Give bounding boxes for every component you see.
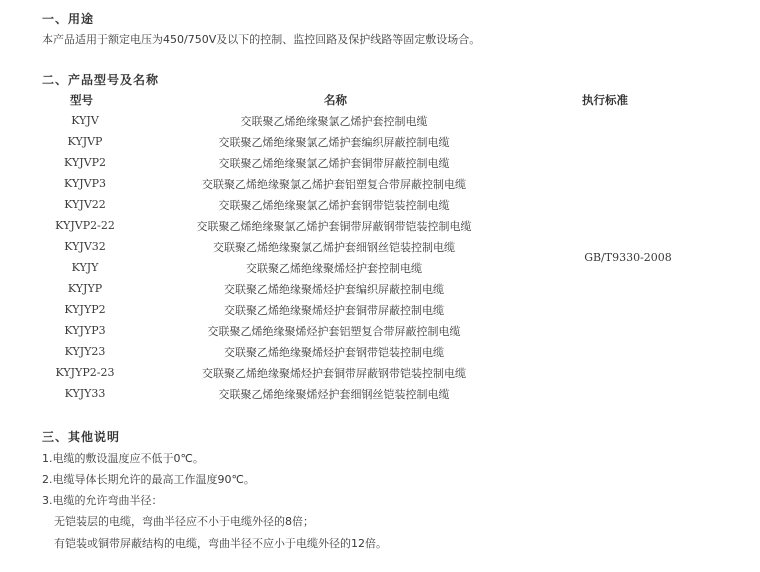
note-sub-item-2: 有铠装或铜带屏蔽结构的电缆，弯曲半径不应小于电缆外径的12倍。 [54,537,387,550]
model-name: 交联聚乙烯绝缘聚氯乙烯护套钢带铠装控制电缆 [218,198,450,212]
usage-text: 本产品适用于额定电压为450/750V及以下的控制、监控回路及保护线路等固定敷设场合。 [42,33,481,46]
note-item-1: 1.电缆的敷设温度应不低于0℃。 [42,452,204,465]
model-name: 交联聚乙烯绝缘聚氯乙烯护套铜带屏蔽钢带铠装控制电缆 [196,219,472,233]
model-code: KYJV [71,114,99,127]
section-heading-notes: 三、其他说明 [42,430,121,444]
column-header-model: 型号 [70,93,93,107]
standard-code: GB/T9330-2008 [584,250,672,264]
model-code: KYJYP2-23 [55,366,115,379]
column-header-standard: 执行标准 [582,93,628,107]
note-item-2: 2.电缆导体长期允许的最高工作温度90℃。 [42,473,255,486]
section-heading-usage: 一、用途 [42,12,95,26]
model-code: KYJVP2 [64,156,106,169]
model-name: 交联聚乙烯绝缘聚烯烃护套控制电缆 [246,261,422,275]
note-item-3: 3.电缆的允许弯曲半径： [42,494,163,507]
model-code: KYJV22 [64,198,106,211]
model-code: KYJYP2 [64,303,106,316]
model-name: 交联聚乙烯绝缘聚氯乙烯护套铝塑复合带屏蔽控制电缆 [202,177,466,191]
model-name: 交联聚乙烯绝缘聚烯烃护套编织屏蔽控制电缆 [224,282,444,296]
model-name: 交联聚乙烯绝缘聚烯烃护套细钢丝铠装控制电缆 [218,387,450,401]
model-code: KYJVP3 [64,177,106,190]
model-name: 交联聚乙烯绝缘聚氯乙烯护套细钢丝铠装控制电缆 [213,240,455,254]
column-header-name: 名称 [324,93,347,107]
model-name: 交联聚乙烯绝缘聚烯烃护套铜带屏蔽控制电缆 [224,303,444,317]
model-table [40,110,718,404]
model-name: 交联聚乙烯绝缘聚烯烃护套铜带屏蔽钢带铠装控制电缆 [202,366,466,380]
model-code: KYJVP2-22 [55,219,115,232]
model-name: 交联聚乙烯绝缘聚烯烃护套铝塑复合带屏蔽控制电缆 [207,324,461,338]
model-code: KYJV32 [64,240,106,253]
model-name: 交联聚乙烯绝缘聚氯乙烯护套编织屏蔽控制电缆 [218,135,450,149]
model-name: 交联聚乙烯绝缘聚烯烃护套钢带铠装控制电缆 [224,345,444,359]
model-code: KYJYP [67,282,103,295]
model-name: 交联聚乙烯绝缘聚氯乙烯护套控制电缆 [240,114,428,128]
model-code: KYJYP3 [64,324,106,337]
model-code: KYJY [71,261,99,274]
model-code: KYJY23 [64,345,106,358]
model-code: KYJVP [67,135,103,148]
note-sub-item-1: 无铠装层的电缆，弯曲半径应不小于电缆外径的8倍； [54,515,314,528]
section-heading-models: 二、产品型号及名称 [42,73,160,87]
table-row [40,110,718,131]
model-code: KYJY33 [64,387,106,400]
model-name: 交联聚乙烯绝缘聚氯乙烯护套铜带屏蔽控制电缆 [218,156,450,170]
